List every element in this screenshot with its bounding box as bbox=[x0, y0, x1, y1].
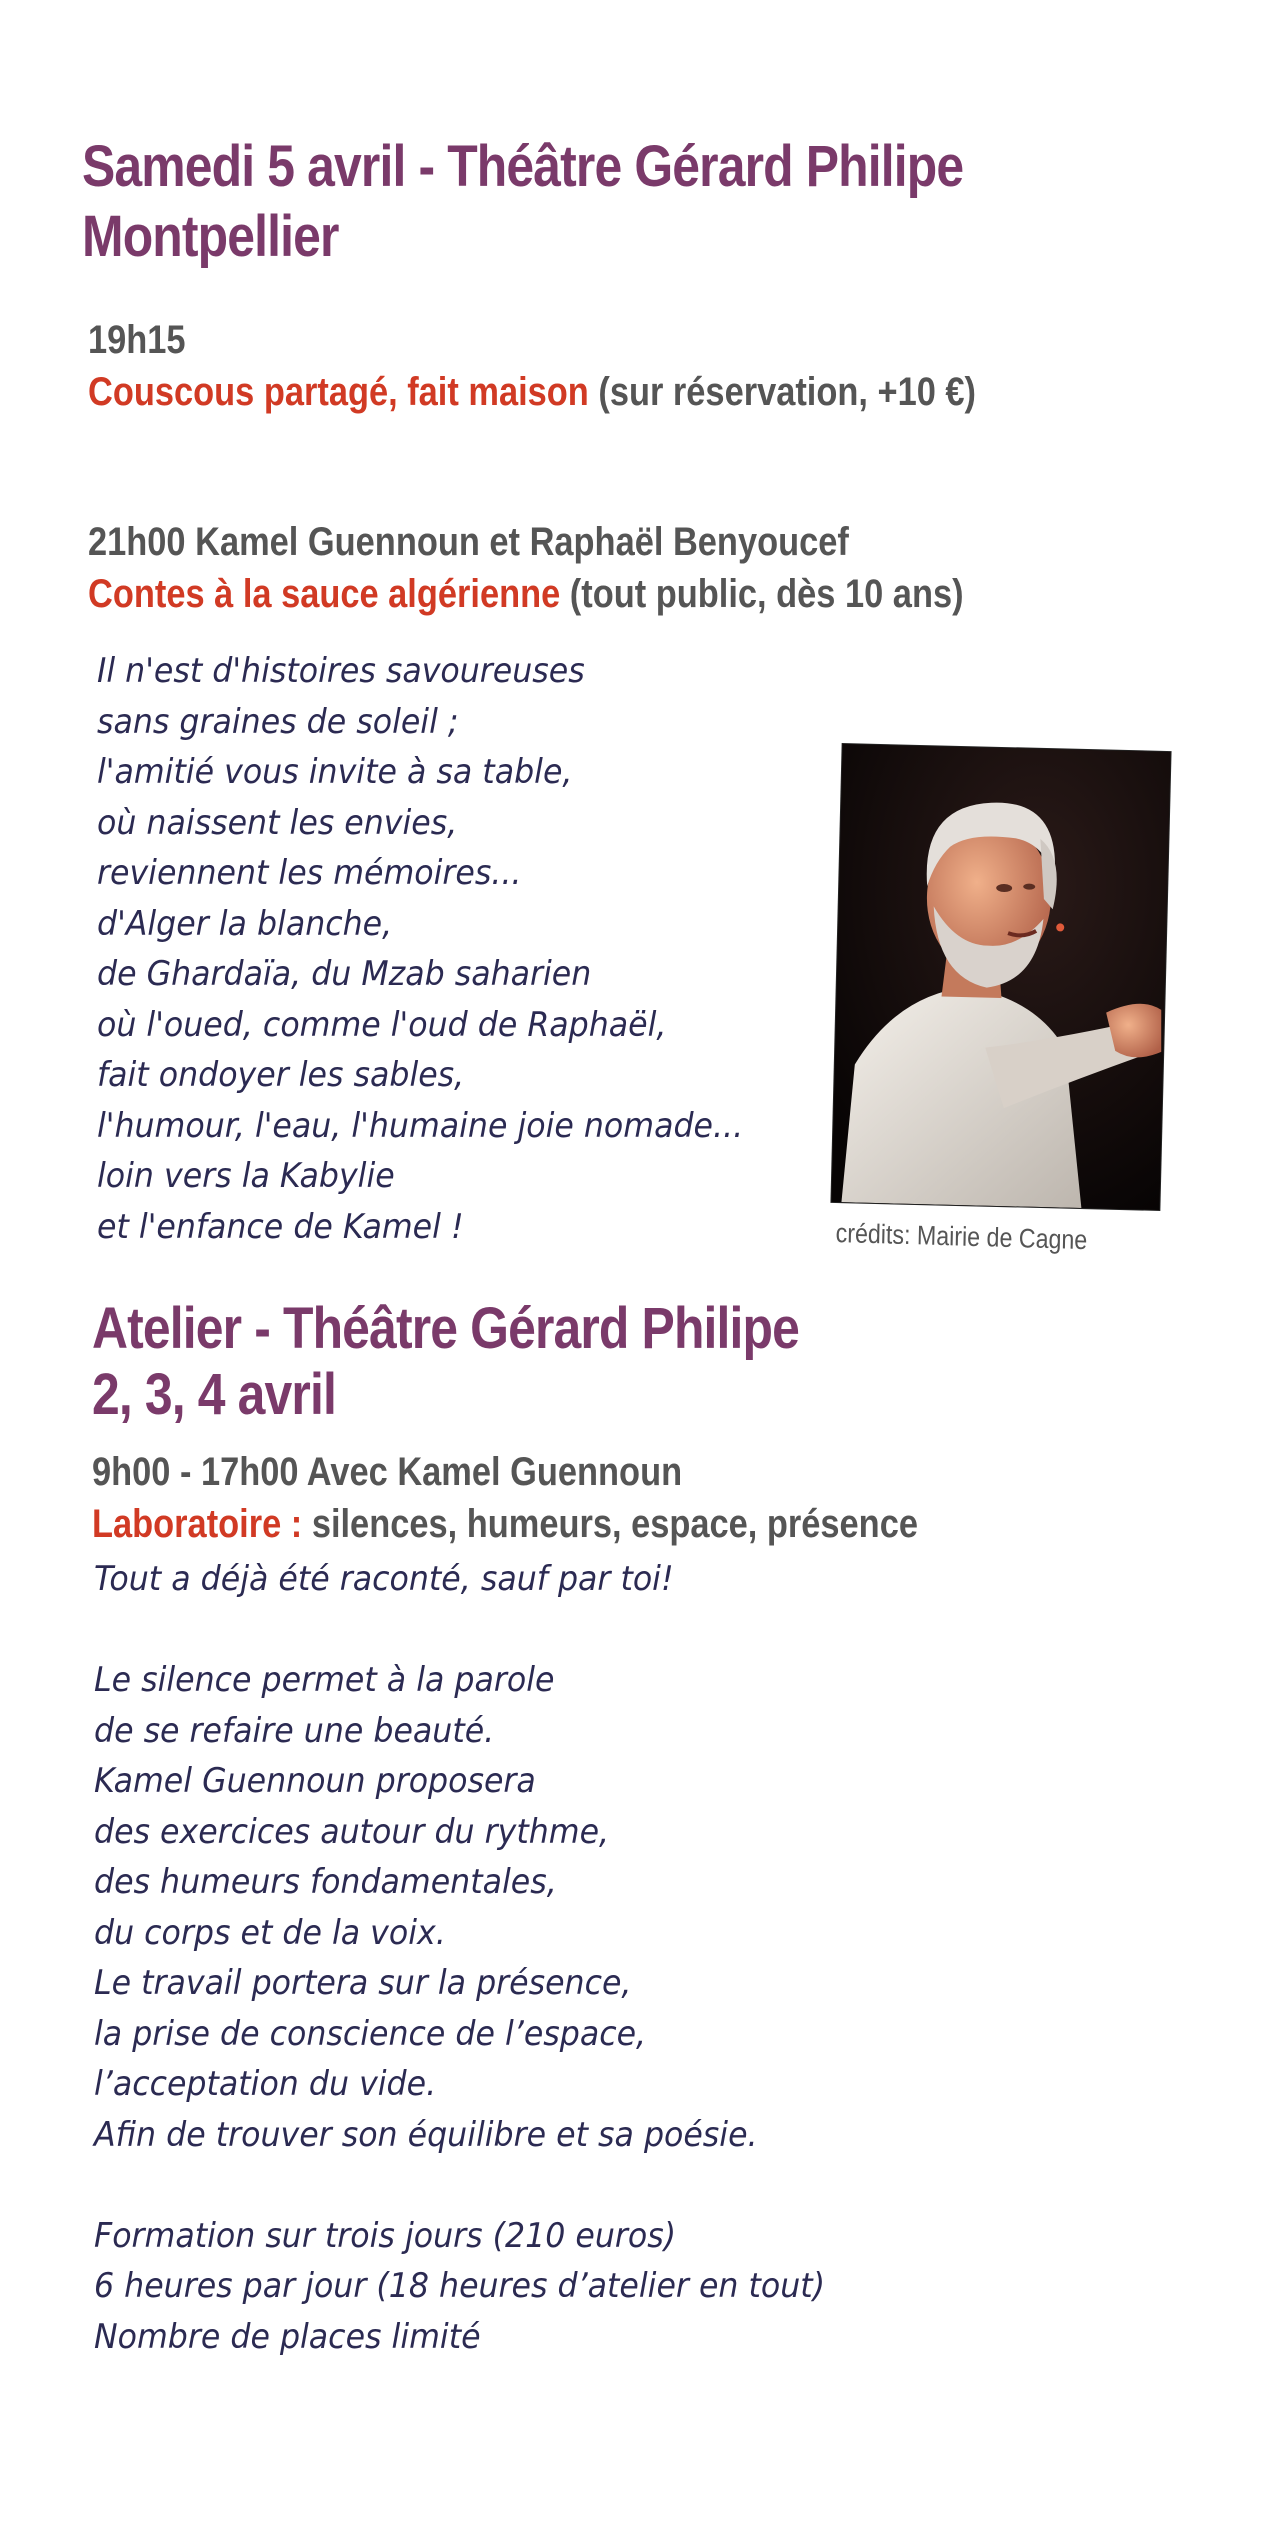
event2-title-line2: 2, 3, 4 avril bbox=[92, 1362, 336, 1427]
description-line: Le travail portera sur la présence, bbox=[94, 1963, 632, 2003]
poem-line: Il n'est d'histoires savoureuses bbox=[97, 651, 585, 691]
description-line: Le silence permet à la parole bbox=[94, 1660, 555, 1700]
poem-line: où l'oued, comme l'oud de Raphaël, bbox=[97, 1004, 667, 1045]
poem-line: sans graines de soleil ; bbox=[97, 701, 459, 742]
event2-subtitle bbox=[92, 1498, 918, 1550]
poem-line: l'humour, l'eau, l'humaine joie nomade... bbox=[97, 1105, 744, 1146]
description-line: la prise de conscience de l’espace, bbox=[94, 2013, 647, 2054]
event2-rest: silences, humeurs, espace, présence bbox=[302, 1502, 918, 1546]
details-line: Nombre de places limité bbox=[94, 2316, 481, 2357]
event2-title-line1: Atelier - Théâtre Gérard Philipe bbox=[92, 1296, 800, 1361]
photo-credit: crédits: Mairie de Cagne bbox=[835, 1218, 1088, 1256]
event1-item2-highlight: Contes à la sauce algérienne bbox=[88, 572, 561, 616]
event1-item2 bbox=[88, 568, 964, 620]
details-line: 6 heures par jour (18 heures d’atelier en tout) bbox=[94, 2266, 826, 2306]
poem-line: loin vers la Kabylie bbox=[97, 1156, 395, 1196]
poem-line: et l'enfance de Kamel ! bbox=[97, 1206, 464, 1247]
event1-time1: 19h15 bbox=[88, 318, 186, 362]
description-line: des humeurs fondamentales, bbox=[94, 1862, 557, 1902]
description-line: Kamel Guennoun proposera bbox=[94, 1761, 536, 1801]
event1-item1-rest: (sur réservation, +10 €) bbox=[588, 370, 977, 414]
event1-item1 bbox=[88, 366, 976, 418]
event1-item2-rest: (tout public, dès 10 ans) bbox=[560, 572, 964, 616]
description-line: l’acceptation du vide. bbox=[94, 2064, 437, 2104]
poem-line: l'amitié vous invite à sa table, bbox=[97, 752, 573, 792]
description-line: de se refaire une beauté. bbox=[94, 1710, 495, 1751]
storyteller-illustration bbox=[831, 744, 1170, 1210]
poem-line: fait ondoyer les sables, bbox=[97, 1055, 465, 1095]
details-line: Formation sur trois jours (210 euros) bbox=[94, 2215, 677, 2256]
event1-poem bbox=[97, 646, 743, 1252]
event2-tagline: Tout a déjà été raconté, sauf par toi! bbox=[94, 1559, 674, 1599]
event2-highlight: Laboratoire : bbox=[92, 1502, 303, 1546]
event1-time2-line: 21h00 Kamel Guennoun et Raphaël Benyoucef bbox=[88, 520, 849, 564]
event1-item1-highlight: Couscous partagé, fait maison bbox=[88, 370, 589, 414]
event1-title-line1: Samedi 5 avril - Théâtre Gérard Philipe bbox=[82, 134, 964, 199]
description-line: du corps et de la voix. bbox=[94, 1912, 446, 1953]
poem-line: de Ghardaïa, du Mzab saharien bbox=[97, 954, 592, 994]
event1-title bbox=[82, 132, 963, 272]
event2-title bbox=[92, 1296, 799, 1428]
storyteller-photo bbox=[831, 744, 1170, 1210]
event2-time-line: 9h00 - 17h00 Avec Kamel Guennoun bbox=[92, 1450, 683, 1494]
poem-line: reviennent les mémoires... bbox=[97, 853, 522, 893]
event2-text bbox=[94, 1554, 825, 2362]
description-line: Afin de trouver son équilibre et sa poésie. bbox=[94, 2114, 758, 2155]
poem-line: d'Alger la blanche, bbox=[97, 903, 393, 944]
event1-title-line2: Montpellier bbox=[82, 204, 339, 269]
poem-line: où naissent les envies, bbox=[97, 802, 458, 843]
description-line: des exercices autour du rythme, bbox=[94, 1811, 610, 1852]
